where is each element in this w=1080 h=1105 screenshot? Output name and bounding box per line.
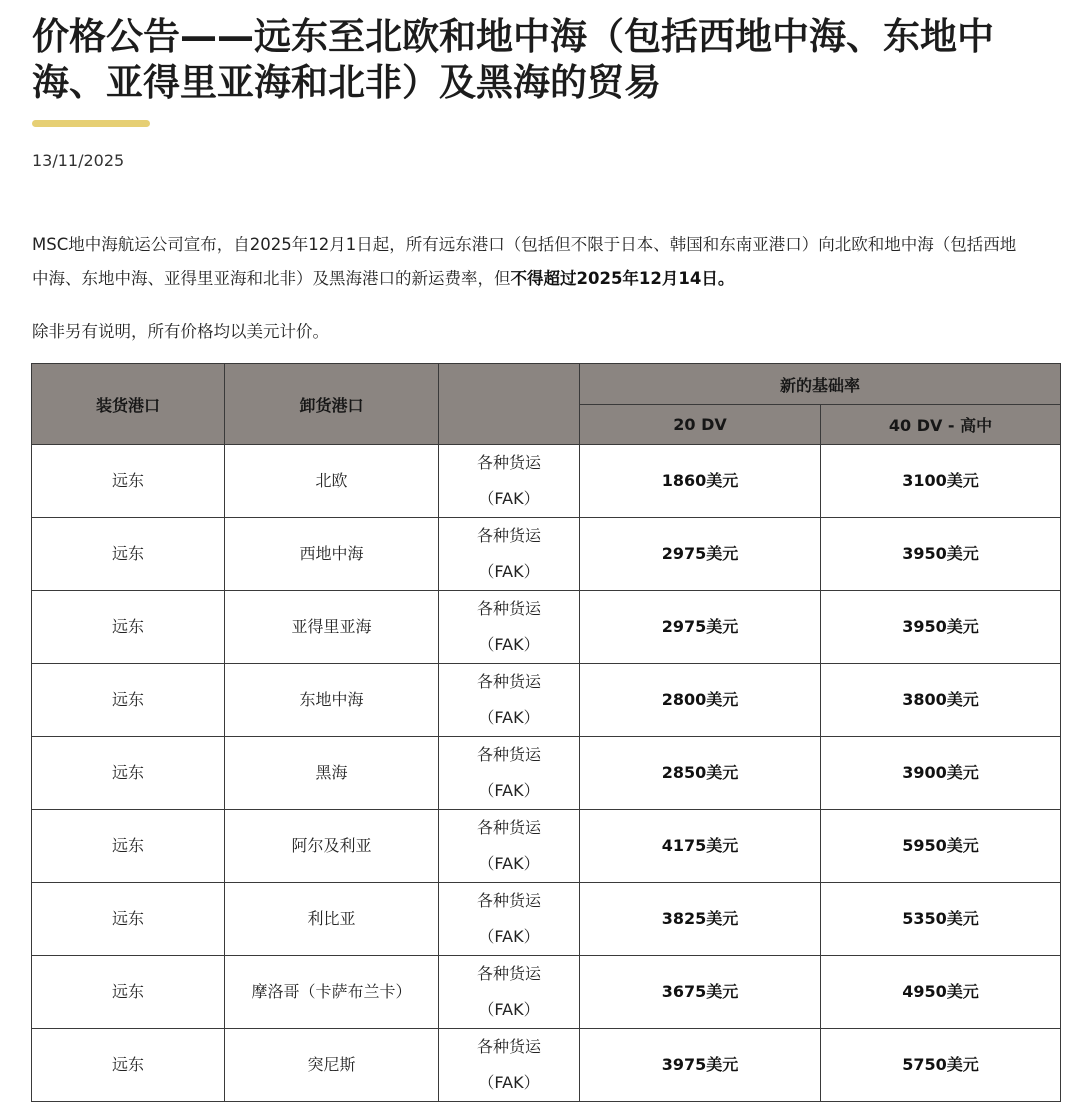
destination-cell: 摩洛哥（卡萨布兰卡） <box>225 956 439 1029</box>
cargo-type-label: 各种货运 <box>476 526 541 545</box>
destination-cell: 阿尔及利亚 <box>225 810 439 883</box>
cargo-code-label: （FAK） <box>478 489 540 508</box>
rate-20dv-cell: 3975美元 <box>580 1029 821 1102</box>
cargo-cell <box>439 1029 580 1102</box>
header-loading-port: 装货港口 <box>32 364 225 445</box>
title-accent-bar <box>32 120 150 127</box>
cargo-type-label: 各种货运 <box>476 818 541 837</box>
origin-cell: 远东 <box>32 664 225 737</box>
cargo-code-label: （FAK） <box>478 1073 540 1092</box>
page-title: 价格公告——远东至北欧和地中海（包括西地中海、东地中海、亚得里亚海和北非）及黑海的贸易 <box>32 15 994 104</box>
origin-cell: 远东 <box>32 445 225 518</box>
cargo-cell <box>439 518 580 591</box>
table-row <box>32 1029 1061 1102</box>
table-row <box>32 737 1061 810</box>
rate-20dv-cell: 3825美元 <box>580 883 821 956</box>
cargo-code-label: （FAK） <box>478 1000 540 1019</box>
rate-20dv-cell: 2975美元 <box>580 518 821 591</box>
origin-cell: 远东 <box>32 518 225 591</box>
rates-table-header <box>32 364 1061 445</box>
rate-40dv-cell: 5750美元 <box>821 1029 1061 1102</box>
origin-cell: 远东 <box>32 737 225 810</box>
destination-cell: 西地中海 <box>225 518 439 591</box>
cargo-code-label: （FAK） <box>478 708 540 727</box>
cargo-type-label: 各种货运 <box>476 745 541 764</box>
header-new-base-rate: 新的基础率 <box>580 364 1061 405</box>
cargo-cell <box>439 591 580 664</box>
cargo-type-label: 各种货运 <box>476 964 541 983</box>
rate-40dv-cell: 3900美元 <box>821 737 1061 810</box>
rate-20dv-cell: 3675美元 <box>580 956 821 1029</box>
header-20dv: 20 DV <box>580 405 821 445</box>
rate-20dv-cell: 2975美元 <box>580 591 821 664</box>
cargo-type-label: 各种货运 <box>476 599 541 618</box>
origin-cell: 远东 <box>32 810 225 883</box>
destination-cell: 利比亚 <box>225 883 439 956</box>
rates-table-body <box>32 445 1061 1102</box>
cargo-cell <box>439 956 580 1029</box>
header-discharge-port: 卸货港口 <box>225 364 439 445</box>
table-row <box>32 445 1061 518</box>
cargo-type-label: 各种货运 <box>476 891 541 910</box>
cargo-type-label: 各种货运 <box>476 453 541 472</box>
cargo-code-label: （FAK） <box>478 562 540 581</box>
cargo-cell <box>439 883 580 956</box>
destination-cell: 亚得里亚海 <box>225 591 439 664</box>
destination-cell: 东地中海 <box>225 664 439 737</box>
cargo-type-label: 各种货运 <box>476 1037 541 1056</box>
rate-20dv-cell: 1860美元 <box>580 445 821 518</box>
table-row <box>32 518 1061 591</box>
table-row <box>32 591 1061 664</box>
cargo-cell <box>439 445 580 518</box>
rate-40dv-cell: 3100美元 <box>821 445 1061 518</box>
rate-40dv-cell: 4950美元 <box>821 956 1061 1029</box>
cargo-code-label: （FAK） <box>478 854 540 873</box>
rate-40dv-cell: 3800美元 <box>821 664 1061 737</box>
header-40dv: 40 DV - 高中 <box>821 405 1061 445</box>
currency-note: 除非另有说明，所有价格均以美元计价。 <box>32 322 329 341</box>
table-row <box>32 883 1061 956</box>
rate-40dv-cell: 3950美元 <box>821 518 1061 591</box>
publish-date: 13/11/2025 <box>32 151 125 170</box>
destination-cell: 北欧 <box>225 445 439 518</box>
origin-cell: 远东 <box>32 1029 225 1102</box>
destination-cell: 黑海 <box>225 737 439 810</box>
cargo-code-label: （FAK） <box>478 635 540 654</box>
rate-40dv-cell: 3950美元 <box>821 591 1061 664</box>
intro-deadline: 不得超过2025年12月14日。 <box>510 269 735 288</box>
rate-20dv-cell: 4175美元 <box>580 810 821 883</box>
table-row <box>32 664 1061 737</box>
rates-table <box>31 363 1061 1102</box>
rate-20dv-cell: 2800美元 <box>580 664 821 737</box>
intro-paragraph <box>32 228 1032 296</box>
intro-text: MSC地中海航运公司宣布，自2025年12月1日起，所有远东港口（包括但不限于日本、韩国和东南亚港口）向北欧和地中海（包括西地中海、东地中海、亚得里亚海和北非）及黑海港口的新运费率，但 <box>32 235 1017 288</box>
origin-cell: 远东 <box>32 956 225 1029</box>
cargo-code-label: （FAK） <box>478 781 540 800</box>
cargo-cell <box>439 664 580 737</box>
origin-cell: 远东 <box>32 591 225 664</box>
rate-20dv-cell: 2850美元 <box>580 737 821 810</box>
destination-cell: 突尼斯 <box>225 1029 439 1102</box>
cargo-type-label: 各种货运 <box>476 672 541 691</box>
rate-40dv-cell: 5950美元 <box>821 810 1061 883</box>
header-cargo <box>439 364 580 445</box>
table-row <box>32 810 1061 883</box>
cargo-code-label: （FAK） <box>478 927 540 946</box>
cargo-cell <box>439 810 580 883</box>
table-row <box>32 956 1061 1029</box>
origin-cell: 远东 <box>32 883 225 956</box>
cargo-cell <box>439 737 580 810</box>
rate-40dv-cell: 5350美元 <box>821 883 1061 956</box>
